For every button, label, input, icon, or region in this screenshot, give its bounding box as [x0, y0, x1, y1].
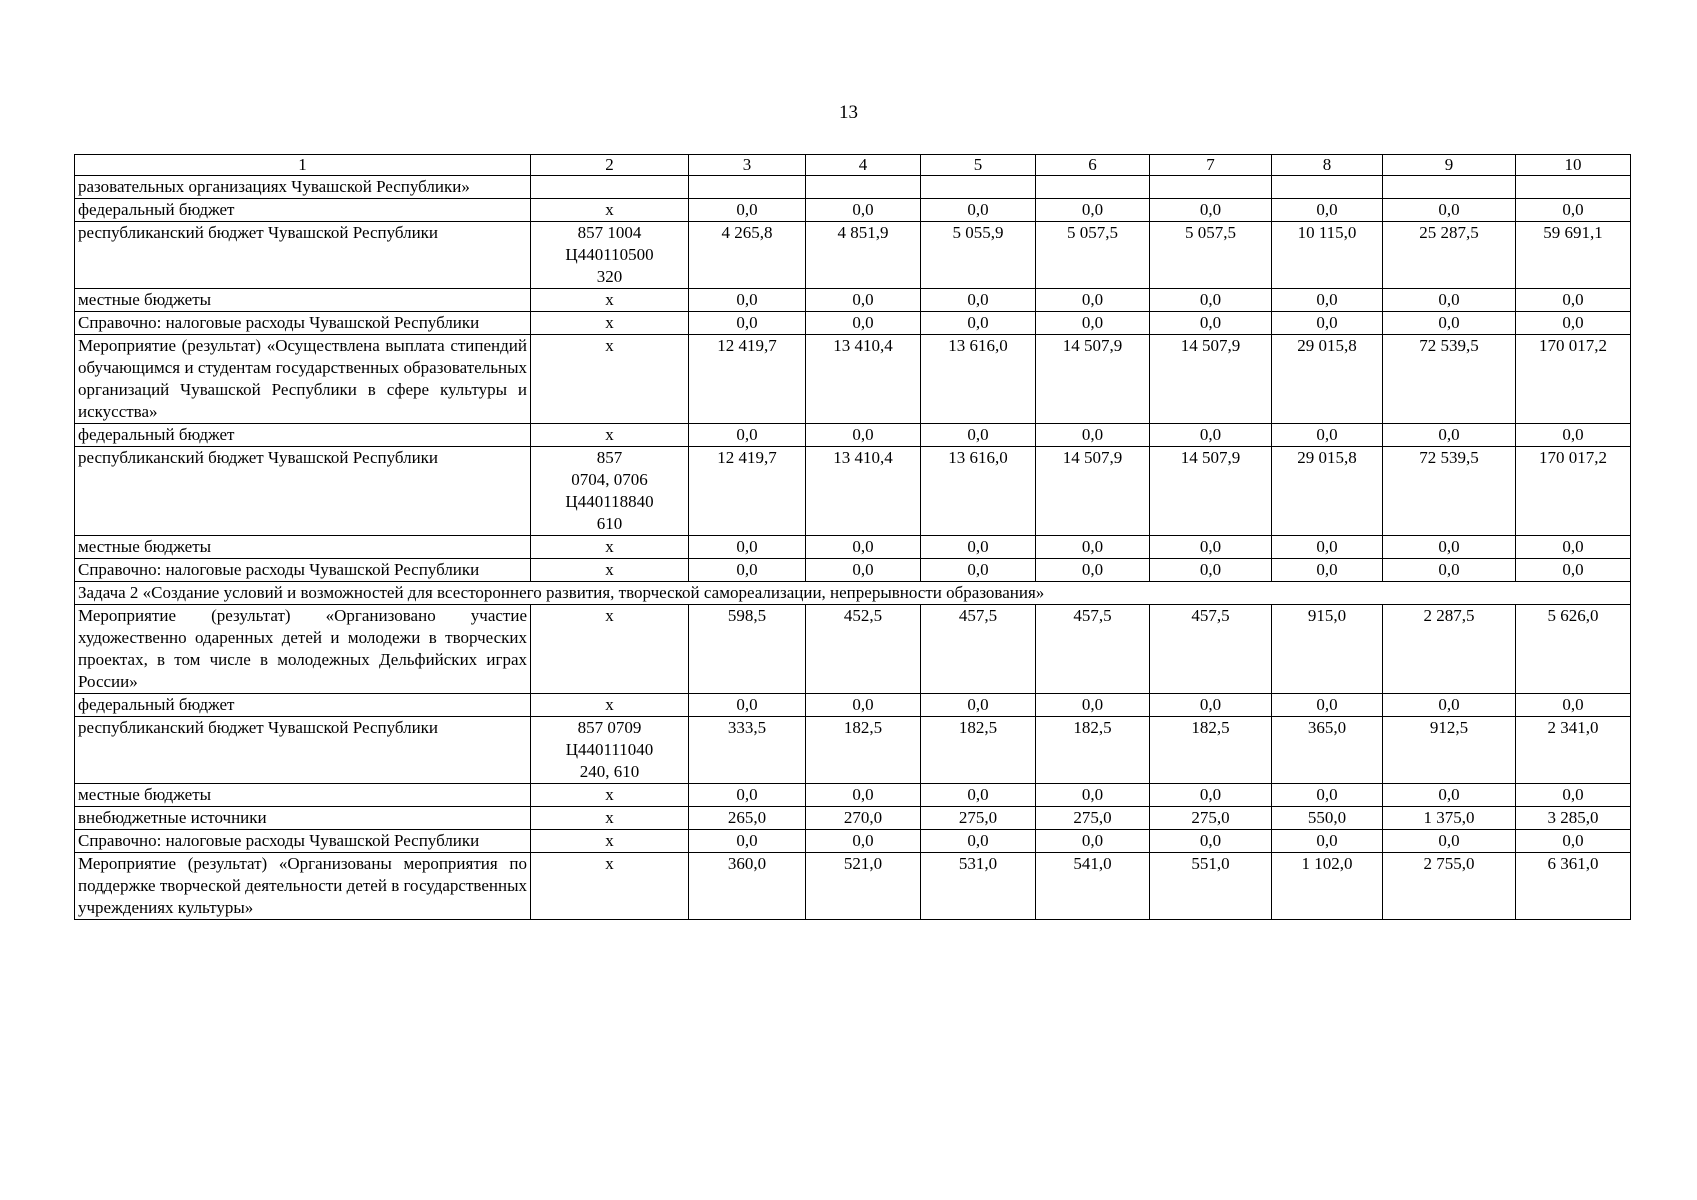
value-cell: 5 626,0 — [1516, 605, 1631, 694]
value-cell: 333,5 — [689, 717, 806, 784]
budget-code — [531, 176, 689, 199]
budget-code: х — [531, 559, 689, 582]
value-cell: 6 361,0 — [1516, 853, 1631, 920]
value-cell: 0,0 — [806, 289, 921, 312]
table-row — [75, 289, 1631, 312]
value-cell: 0,0 — [1383, 199, 1516, 222]
column-header-6: 6 — [1036, 155, 1150, 176]
value-cell: 5 057,5 — [1150, 222, 1272, 289]
row-name: республиканский бюджет Чувашской Республики — [75, 222, 531, 289]
value-cell: 2 755,0 — [1383, 853, 1516, 920]
column-header-10: 10 — [1516, 155, 1631, 176]
value-cell: 531,0 — [921, 853, 1036, 920]
value-cell: 0,0 — [1383, 536, 1516, 559]
budget-code: х — [531, 289, 689, 312]
value-cell: 0,0 — [1516, 559, 1631, 582]
value-cell: 0,0 — [1036, 312, 1150, 335]
value-cell: 915,0 — [1272, 605, 1383, 694]
row-name: Справочно: налоговые расходы Чувашской Республики — [75, 312, 531, 335]
value-cell: 275,0 — [1150, 807, 1272, 830]
value-cell: 12 419,7 — [689, 447, 806, 536]
value-cell — [1150, 176, 1272, 199]
budget-code: х — [531, 424, 689, 447]
value-cell: 0,0 — [1150, 312, 1272, 335]
value-cell: 0,0 — [806, 424, 921, 447]
budget-code: х — [531, 536, 689, 559]
value-cell: 452,5 — [806, 605, 921, 694]
table-row — [75, 424, 1631, 447]
budget-table — [74, 154, 1631, 920]
value-cell: 0,0 — [1516, 536, 1631, 559]
value-cell: 0,0 — [1036, 536, 1150, 559]
value-cell: 0,0 — [689, 536, 806, 559]
value-cell: 72 539,5 — [1383, 335, 1516, 424]
value-cell: 13 410,4 — [806, 335, 921, 424]
value-cell — [921, 176, 1036, 199]
table-row — [75, 853, 1631, 920]
budget-code: х — [531, 312, 689, 335]
value-cell: 72 539,5 — [1383, 447, 1516, 536]
row-name: разовательных организациях Чувашской Республики» — [75, 176, 531, 199]
value-cell: 270,0 — [806, 807, 921, 830]
task-row — [75, 582, 1631, 605]
value-cell: 0,0 — [806, 559, 921, 582]
value-cell: 912,5 — [1383, 717, 1516, 784]
value-cell: 275,0 — [1036, 807, 1150, 830]
value-cell: 0,0 — [1383, 424, 1516, 447]
value-cell: 0,0 — [806, 536, 921, 559]
column-header-7: 7 — [1150, 155, 1272, 176]
value-cell: 170 017,2 — [1516, 335, 1631, 424]
table-row — [75, 222, 1631, 289]
value-cell: 14 507,9 — [1036, 447, 1150, 536]
value-cell: 4 851,9 — [806, 222, 921, 289]
value-cell: 0,0 — [1272, 199, 1383, 222]
value-cell: 1 375,0 — [1383, 807, 1516, 830]
value-cell: 4 265,8 — [689, 222, 806, 289]
value-cell: 0,0 — [1036, 694, 1150, 717]
column-header-5: 5 — [921, 155, 1036, 176]
value-cell: 0,0 — [1383, 694, 1516, 717]
value-cell: 0,0 — [921, 559, 1036, 582]
value-cell: 0,0 — [921, 199, 1036, 222]
value-cell: 0,0 — [1150, 559, 1272, 582]
page-number: 13 — [839, 102, 858, 123]
budget-code: х — [531, 335, 689, 424]
value-cell: 14 507,9 — [1036, 335, 1150, 424]
value-cell: 0,0 — [1516, 694, 1631, 717]
value-cell: 182,5 — [806, 717, 921, 784]
value-cell: 0,0 — [1150, 199, 1272, 222]
row-name: Справочно: налоговые расходы Чувашской Республики — [75, 830, 531, 853]
row-name: Мероприятие (результат) «Организовано участие художественно одаренных детей и молодежи в творческих проектах, в том числе в молодежных Дельфийских играх России» — [75, 605, 531, 694]
table-row — [75, 176, 1631, 199]
value-cell: 0,0 — [1272, 289, 1383, 312]
row-name: местные бюджеты — [75, 289, 531, 312]
value-cell: 170 017,2 — [1516, 447, 1631, 536]
budget-code: х — [531, 830, 689, 853]
value-cell: 29 015,8 — [1272, 335, 1383, 424]
value-cell: 457,5 — [921, 605, 1036, 694]
value-cell: 0,0 — [689, 312, 806, 335]
value-cell: 182,5 — [921, 717, 1036, 784]
table-row — [75, 536, 1631, 559]
table-row — [75, 199, 1631, 222]
table-row — [75, 335, 1631, 424]
value-cell: 275,0 — [921, 807, 1036, 830]
value-cell: 0,0 — [689, 199, 806, 222]
value-cell: 550,0 — [1272, 807, 1383, 830]
value-cell: 0,0 — [921, 694, 1036, 717]
value-cell — [1036, 176, 1150, 199]
value-cell: 0,0 — [1383, 289, 1516, 312]
value-cell: 0,0 — [1150, 784, 1272, 807]
value-cell: 0,0 — [806, 199, 921, 222]
value-cell: 0,0 — [1516, 199, 1631, 222]
value-cell: 0,0 — [921, 289, 1036, 312]
value-cell: 14 507,9 — [1150, 335, 1272, 424]
value-cell: 0,0 — [1516, 784, 1631, 807]
value-cell: 541,0 — [1036, 853, 1150, 920]
value-cell: 365,0 — [1272, 717, 1383, 784]
value-cell: 0,0 — [1036, 199, 1150, 222]
value-cell: 0,0 — [1150, 424, 1272, 447]
row-name: федеральный бюджет — [75, 199, 531, 222]
value-cell: 0,0 — [1516, 830, 1631, 853]
value-cell: 0,0 — [921, 312, 1036, 335]
value-cell: 59 691,1 — [1516, 222, 1631, 289]
table-row — [75, 807, 1631, 830]
value-cell: 182,5 — [1150, 717, 1272, 784]
value-cell: 0,0 — [921, 536, 1036, 559]
value-cell — [1272, 176, 1383, 199]
value-cell: 0,0 — [689, 289, 806, 312]
value-cell: 0,0 — [921, 784, 1036, 807]
value-cell: 521,0 — [806, 853, 921, 920]
value-cell: 12 419,7 — [689, 335, 806, 424]
row-name: внебюджетные источники — [75, 807, 531, 830]
value-cell: 0,0 — [1383, 559, 1516, 582]
value-cell: 14 507,9 — [1150, 447, 1272, 536]
value-cell: 457,5 — [1150, 605, 1272, 694]
value-cell: 0,0 — [1272, 830, 1383, 853]
budget-code: 857 0709 Ц440111040 240, 610 — [531, 717, 689, 784]
column-header-1: 1 — [75, 155, 531, 176]
value-cell: 457,5 — [1036, 605, 1150, 694]
table-row — [75, 830, 1631, 853]
budget-code: х — [531, 199, 689, 222]
value-cell: 0,0 — [1272, 784, 1383, 807]
budget-code: х — [531, 807, 689, 830]
value-cell: 10 115,0 — [1272, 222, 1383, 289]
value-cell: 0,0 — [806, 784, 921, 807]
table-row — [75, 784, 1631, 807]
table-row — [75, 312, 1631, 335]
table-header-row — [75, 155, 1631, 176]
row-name: Мероприятие (результат) «Осуществлена выплата стипендий обучающимся и студентам государственных образовательных организаций Чувашской Республики в сфере культуры и искусства» — [75, 335, 531, 424]
value-cell: 0,0 — [921, 830, 1036, 853]
table-row — [75, 605, 1631, 694]
value-cell: 0,0 — [1383, 830, 1516, 853]
value-cell: 0,0 — [1150, 289, 1272, 312]
table-row — [75, 717, 1631, 784]
value-cell: 0,0 — [1272, 694, 1383, 717]
table-body — [75, 176, 1631, 920]
value-cell: 0,0 — [1272, 424, 1383, 447]
value-cell: 182,5 — [1036, 717, 1150, 784]
value-cell: 551,0 — [1150, 853, 1272, 920]
budget-code: х — [531, 694, 689, 717]
row-name: федеральный бюджет — [75, 424, 531, 447]
table-row — [75, 559, 1631, 582]
value-cell: 2 341,0 — [1516, 717, 1631, 784]
value-cell — [1383, 176, 1516, 199]
budget-code: 857 0704, 0706 Ц440118840 610 — [531, 447, 689, 536]
value-cell: 0,0 — [1150, 830, 1272, 853]
value-cell: 0,0 — [1272, 312, 1383, 335]
row-name: местные бюджеты — [75, 784, 531, 807]
value-cell: 360,0 — [689, 853, 806, 920]
value-cell — [806, 176, 921, 199]
value-cell: 0,0 — [1383, 312, 1516, 335]
value-cell: 0,0 — [806, 694, 921, 717]
value-cell — [1516, 176, 1631, 199]
column-header-8: 8 — [1272, 155, 1383, 176]
value-cell: 0,0 — [1036, 424, 1150, 447]
value-cell: 0,0 — [1036, 830, 1150, 853]
value-cell: 598,5 — [689, 605, 806, 694]
value-cell: 5 055,9 — [921, 222, 1036, 289]
budget-code: 857 1004 Ц440110500 320 — [531, 222, 689, 289]
value-cell: 3 285,0 — [1516, 807, 1631, 830]
value-cell: 0,0 — [689, 694, 806, 717]
value-cell: 0,0 — [806, 312, 921, 335]
value-cell: 0,0 — [689, 830, 806, 853]
row-name: Мероприятие (результат) «Организованы мероприятия по поддержке творческой деятельности детей в государственных учреждениях культуры» — [75, 853, 531, 920]
budget-code: х — [531, 605, 689, 694]
table-row — [75, 694, 1631, 717]
value-cell: 1 102,0 — [1272, 853, 1383, 920]
value-cell: 0,0 — [1150, 694, 1272, 717]
value-cell: 0,0 — [921, 424, 1036, 447]
value-cell: 0,0 — [1516, 424, 1631, 447]
row-name: Справочно: налоговые расходы Чувашской Республики — [75, 559, 531, 582]
budget-code: х — [531, 784, 689, 807]
value-cell: 0,0 — [1150, 536, 1272, 559]
table-row — [75, 447, 1631, 536]
value-cell: 0,0 — [1272, 559, 1383, 582]
value-cell: 13 616,0 — [921, 335, 1036, 424]
value-cell: 0,0 — [689, 784, 806, 807]
column-header-2: 2 — [531, 155, 689, 176]
column-header-4: 4 — [806, 155, 921, 176]
budget-code: х — [531, 853, 689, 920]
value-cell: 25 287,5 — [1383, 222, 1516, 289]
value-cell: 0,0 — [1036, 289, 1150, 312]
value-cell: 265,0 — [689, 807, 806, 830]
column-header-9: 9 — [1383, 155, 1516, 176]
value-cell: 0,0 — [689, 559, 806, 582]
value-cell: 0,0 — [1383, 784, 1516, 807]
value-cell: 13 410,4 — [806, 447, 921, 536]
row-name: республиканский бюджет Чувашской Республики — [75, 717, 531, 784]
value-cell: 5 057,5 — [1036, 222, 1150, 289]
value-cell: 0,0 — [806, 830, 921, 853]
column-header-3: 3 — [689, 155, 806, 176]
value-cell: 0,0 — [1516, 312, 1631, 335]
value-cell: 0,0 — [689, 424, 806, 447]
task-title: Задача 2 «Создание условий и возможностей для всестороннего развития, творческой самореализации, непрерывности образования» — [75, 582, 1631, 605]
value-cell: 13 616,0 — [921, 447, 1036, 536]
value-cell: 0,0 — [1036, 784, 1150, 807]
value-cell: 0,0 — [1272, 536, 1383, 559]
value-cell: 0,0 — [1036, 559, 1150, 582]
row-name: федеральный бюджет — [75, 694, 531, 717]
value-cell: 0,0 — [1516, 289, 1631, 312]
row-name: республиканский бюджет Чувашской Республики — [75, 447, 531, 536]
value-cell — [689, 176, 806, 199]
value-cell: 2 287,5 — [1383, 605, 1516, 694]
row-name: местные бюджеты — [75, 536, 531, 559]
value-cell: 29 015,8 — [1272, 447, 1383, 536]
